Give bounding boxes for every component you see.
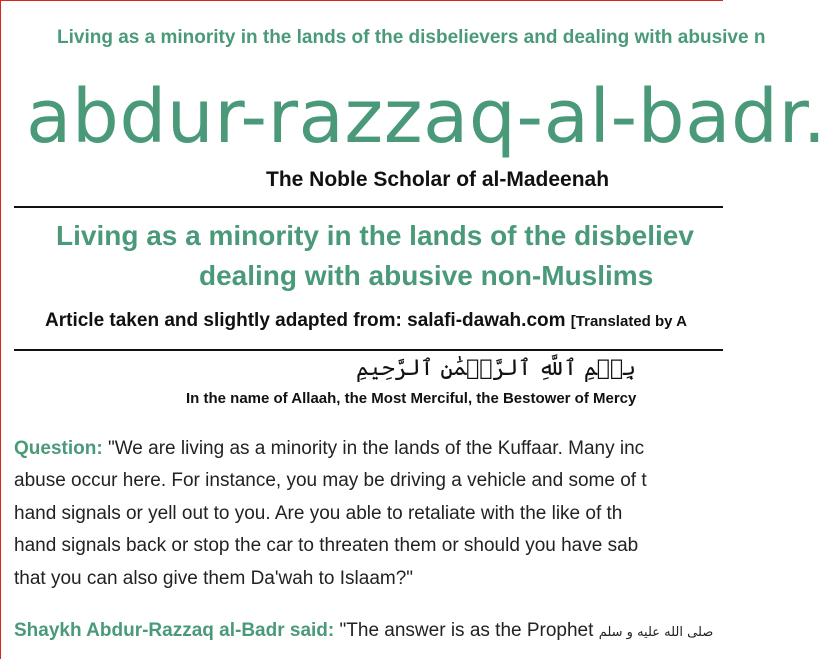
running-header: Living as a minority in the lands of the disbelievers and dealing with abusive n [57, 27, 766, 48]
answer-label: Shaykh Abdur-Razzaq al-Badr said: [14, 620, 335, 641]
divider-top [14, 206, 723, 208]
answer-line-1 [14, 615, 713, 649]
site-logo-text[interactable]: abdur-razzaq-al-badr. [26, 74, 827, 160]
basmala-translation: In the name of Allaah, the Most Merciful, the Bestower of Mercy [186, 390, 637, 407]
translator-note: [Translated by A [570, 313, 687, 330]
question-line-5: that you can also give them Da'wah to Islaam?" [14, 568, 414, 589]
basmala: بِسۡمِ ٱللَّهِ ٱلرَّحۡمَٰنِ ٱلرَّحِيمِ [356, 356, 637, 381]
article-source [45, 310, 687, 332]
question-line-1 [14, 433, 644, 465]
question-label: Question: [14, 438, 103, 459]
question-line-4: hand signals back or stop the car to threaten them or should you have sab [14, 535, 639, 556]
question-line-2: abuse occur here. For instance, you may be driving a vehicle and some of t [14, 470, 647, 491]
question-line-3: hand signals or yell out to you. Are you able to retaliate with the like of th [14, 503, 623, 524]
source-text[interactable]: Article taken and slightly adapted from: salafi-dawah.com [45, 310, 566, 331]
salutation: صلى الله عليه و سلم [598, 625, 714, 640]
article-title-line-2: dealing with abusive non-Muslims [199, 260, 654, 291]
question-text-1: "We are living as a minority in the lands of the Kuffaar. Many inc [107, 438, 645, 459]
divider-bottom [14, 349, 723, 351]
site-tagline: The Noble Scholar of al-Madeenah [266, 168, 610, 191]
answer-text: "The answer is as the Prophet [339, 620, 594, 641]
article-title-line-1: Living as a minority in the lands of the disbeliev [56, 220, 694, 251]
